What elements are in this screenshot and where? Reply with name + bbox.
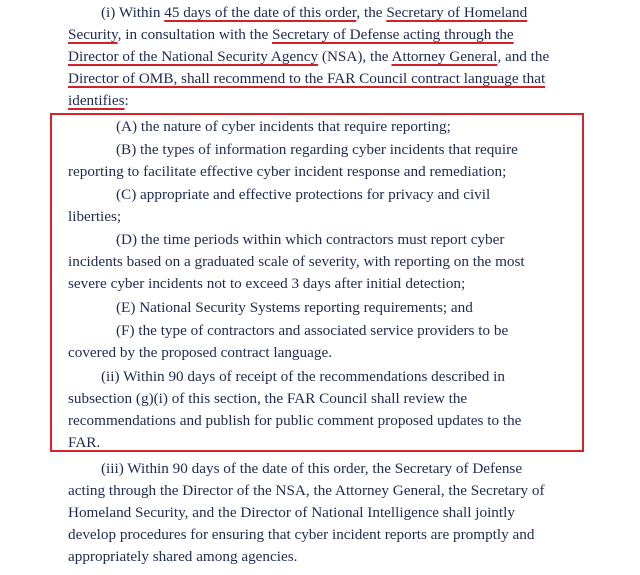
para-i-line-1: (i) Within 45 days of the date of this order, the Secretary of Homeland (101, 4, 528, 21)
item-c-line-2: liberties; (68, 208, 122, 225)
para-ii-line-3: recommendations and publish for public comment proposed updates to the (68, 412, 522, 429)
para-ii-line-4: FAR. (68, 434, 101, 451)
para-i-line-3: Director of the National Security Agency (NSA), the Attorney General, and the (68, 48, 550, 65)
underlined-phrase: Secretary of Defense acting through the (272, 26, 514, 43)
item-b-line-1: (B) the types of information regarding cyber incidents that require (116, 141, 518, 158)
para-iii-line-5: appropriately shared among agencies. (68, 548, 298, 565)
para-ii-line-2: subsection (g)(i) of this section, the FAR Council shall review the (68, 390, 468, 407)
para-iii-line-4: develop procedures for ensuring that cyber incident reports are promptly and (68, 526, 535, 543)
para-i-line-4 (68, 68, 545, 90)
item-b-line-2: reporting to facilitate effective cyber incident response and remediation; (68, 163, 507, 180)
para-iii-line-1: (iii) Within 90 days of the date of this order, the Secretary of Defense (101, 460, 523, 477)
item-a-line-1: (A) the nature of cyber incidents that require reporting; (116, 118, 451, 135)
para-iii-line-3: Homeland Security, and the Director of National Intelligence shall jointly (68, 504, 515, 521)
underlined-phrase: Secretary of Homeland (386, 4, 528, 21)
item-d-line-2: incidents based on a graduated scale of severity, with reporting on the most (68, 253, 525, 270)
item-d-line-1: (D) the time periods within which contractors must report cyber (116, 231, 505, 248)
underlined-phrase: Director of OMB, shall recommend to the FAR Council contract language that (68, 70, 546, 87)
item-f-line-1: (F) the type of contractors and associated service providers to be (116, 322, 509, 339)
underlined-phrase: 45 days of the date of this order (164, 4, 357, 21)
para-i-line-5: identifies: (68, 92, 129, 109)
para-iii-line-2: acting through the Director of the NSA, the Attorney General, the Secretary of (68, 482, 545, 499)
underlined-phrase: Security (68, 26, 118, 43)
item-f-line-2: covered by the proposed contract language. (68, 344, 332, 361)
para-ii-line-1: (ii) Within 90 days of receipt of the recommendations described in (101, 368, 505, 385)
underlined-phrase: Director of the National Security Agency (68, 48, 319, 65)
underlined-phrase: identifies (68, 92, 125, 109)
underlined-phrase: Attorney General (391, 48, 498, 65)
item-d-line-3: severe cyber incidents not to exceed 3 days after initial detection; (68, 275, 466, 292)
para-i-line-2: Security, in consultation with the Secretary of Defense acting through the (68, 26, 514, 43)
item-c-line-1: (C) appropriate and effective protections for privacy and civil (116, 186, 491, 203)
item-e-line-1: (E) National Security Systems reporting requirements; and (116, 299, 473, 316)
